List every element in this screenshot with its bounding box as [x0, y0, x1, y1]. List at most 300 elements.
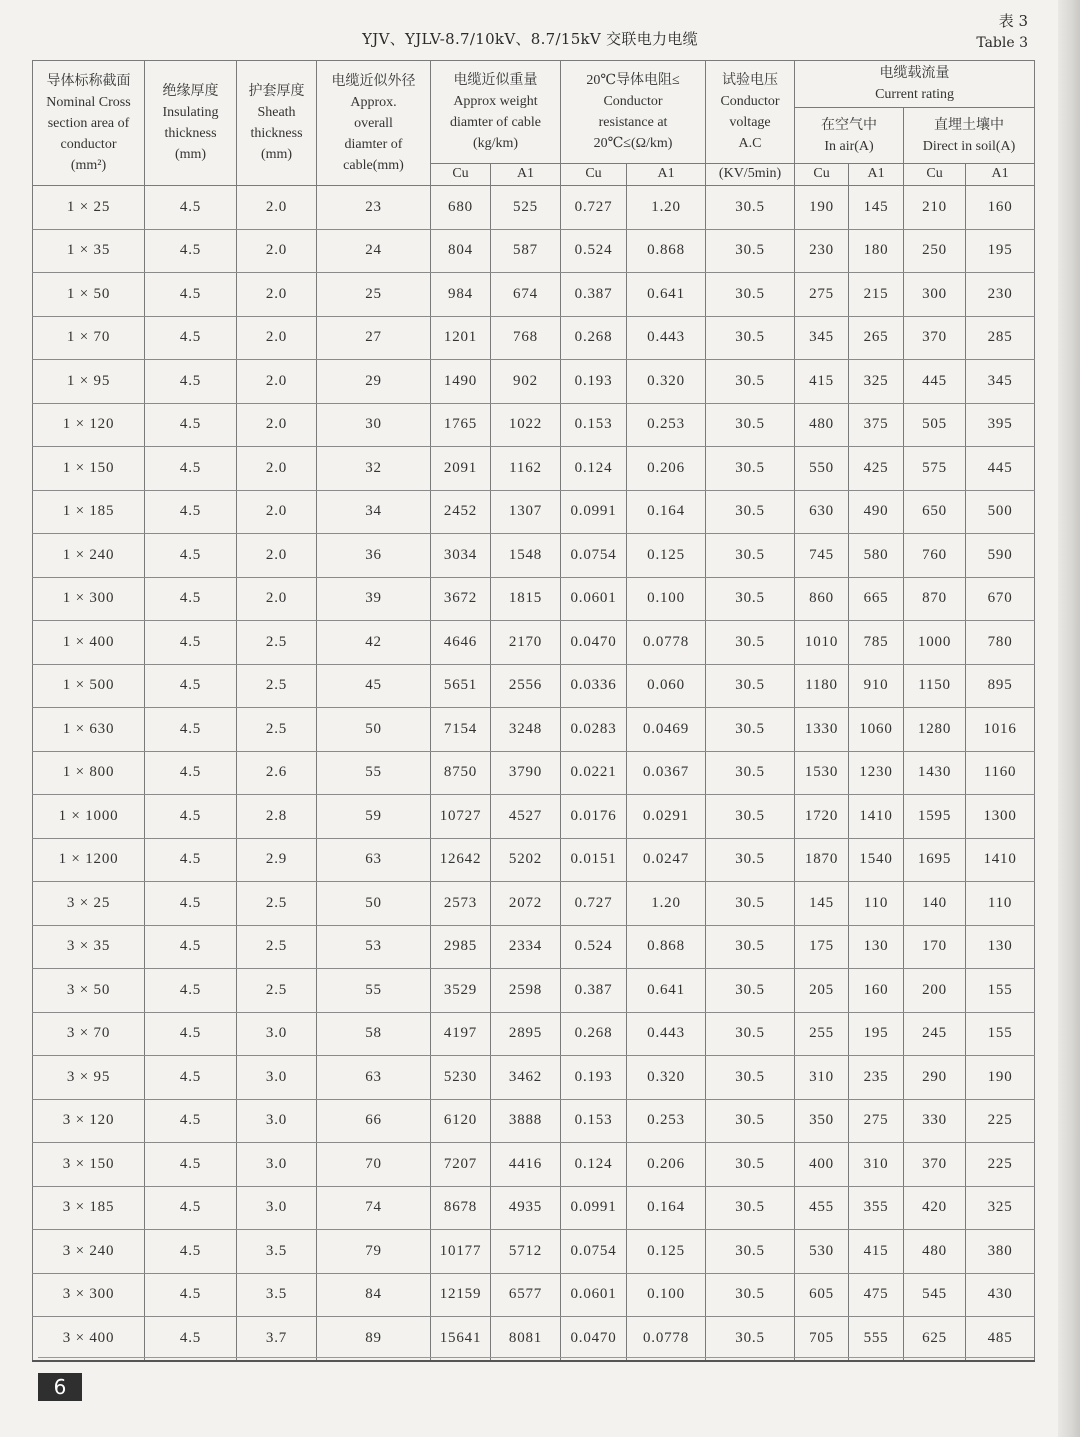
cell-sheath-thickness: 2.0 [237, 273, 317, 317]
cell-resistance-al: 0.868 [627, 229, 706, 273]
cell-conductor-size: 1 × 630 [33, 708, 145, 752]
cell-resistance-al: 0.0778 [627, 621, 706, 665]
header-insulating-en1: Insulating [162, 105, 219, 120]
cell-insulating-thickness: 4.5 [145, 1186, 237, 1230]
cell-conductor-size: 3 × 120 [33, 1099, 145, 1143]
cell-rating-air-cu: 175 [795, 925, 849, 969]
cell-rating-air-cu: 190 [795, 186, 849, 230]
cell-rating-soil-al: 195 [966, 229, 1035, 273]
cell-weight-al: 3888 [491, 1099, 561, 1143]
cell-sheath-thickness: 2.0 [237, 577, 317, 621]
table-row [33, 229, 1035, 273]
page-edge-shadow [1058, 0, 1080, 1437]
cell-insulating-thickness: 4.5 [145, 534, 237, 578]
cell-resistance-al: 0.206 [627, 447, 706, 491]
cell-rating-air-al: 195 [849, 1012, 904, 1056]
table-number-cn: 表 3 [998, 12, 1028, 30]
cell-overall-diameter: 58 [317, 1012, 431, 1056]
cell-rating-soil-al: 670 [966, 577, 1035, 621]
table-row [33, 186, 1035, 230]
cell-overall-diameter: 45 [317, 664, 431, 708]
header-rating-soil-en: Direct in soil(A) [922, 138, 1016, 154]
cell-sheath-thickness: 2.5 [237, 925, 317, 969]
cell-rating-soil-al: 230 [966, 273, 1035, 317]
cell-overall-diameter: 27 [317, 316, 431, 360]
header-weight-en1: Approx weight [453, 93, 538, 109]
cable-spec-table [32, 60, 1035, 1362]
header-resistance-cn: 20℃导体电阻≤ [586, 72, 680, 88]
cell-resistance-al: 0.100 [627, 577, 706, 621]
cell-conductor-size: 1 × 400 [33, 621, 145, 665]
header-conductor [33, 61, 145, 186]
table-row [33, 1056, 1035, 1100]
cell-test-voltage: 30.5 [706, 1273, 795, 1317]
cell-rating-air-al: 325 [849, 360, 904, 404]
cell-insulating-thickness: 4.5 [145, 447, 237, 491]
cell-rating-air-cu: 400 [795, 1143, 849, 1187]
cell-rating-soil-al: 160 [966, 186, 1035, 230]
cell-weight-cu: 12159 [431, 1273, 491, 1317]
cell-rating-soil-al: 1016 [966, 708, 1035, 752]
cell-test-voltage: 30.5 [706, 490, 795, 534]
cell-conductor-size: 3 × 70 [33, 1012, 145, 1056]
header-rating-air-cu: Cu [795, 163, 849, 185]
table-row [33, 534, 1035, 578]
cell-sheath-thickness: 3.5 [237, 1273, 317, 1317]
cell-weight-al: 2334 [491, 925, 561, 969]
header-rating-en: Current rating [875, 87, 955, 103]
cell-weight-cu: 10177 [431, 1230, 491, 1274]
cell-weight-cu: 12642 [431, 838, 491, 882]
cell-resistance-al: 0.0469 [627, 708, 706, 752]
cell-sheath-thickness: 2.5 [237, 882, 317, 926]
cell-weight-cu: 5651 [431, 664, 491, 708]
header-sheath-en1: Sheath [257, 105, 296, 120]
cell-resistance-cu: 0.0754 [561, 534, 627, 578]
cell-test-voltage: 30.5 [706, 621, 795, 665]
cell-overall-diameter: 74 [317, 1186, 431, 1230]
cell-sheath-thickness: 2.9 [237, 838, 317, 882]
cell-insulating-thickness: 4.5 [145, 621, 237, 665]
cell-resistance-al: 1.20 [627, 186, 706, 230]
cell-weight-al: 3248 [491, 708, 561, 752]
table-row [33, 1099, 1035, 1143]
cell-weight-cu: 8750 [431, 751, 491, 795]
cell-overall-diameter: 23 [317, 186, 431, 230]
cell-sheath-thickness: 3.7 [237, 1317, 317, 1361]
cell-test-voltage: 30.5 [706, 838, 795, 882]
cell-rating-air-cu: 480 [795, 403, 849, 447]
cell-sheath-thickness: 2.0 [237, 534, 317, 578]
header-voltage-unit: (KV/5min) [706, 163, 795, 185]
cell-resistance-al: 0.253 [627, 403, 706, 447]
cell-weight-al: 768 [491, 316, 561, 360]
header-rating [795, 61, 1035, 108]
cell-rating-soil-al: 590 [966, 534, 1035, 578]
table-row [33, 969, 1035, 1013]
cell-resistance-al: 1.20 [627, 882, 706, 926]
cell-test-voltage: 30.5 [706, 1012, 795, 1056]
cell-rating-soil-cu: 445 [904, 360, 966, 404]
cell-sheath-thickness: 3.0 [237, 1186, 317, 1230]
header-rating-soil-al: A1 [966, 163, 1035, 185]
cell-weight-al: 2170 [491, 621, 561, 665]
cell-resistance-al: 0.320 [627, 360, 706, 404]
cell-rating-air-al: 1230 [849, 751, 904, 795]
cell-weight-al: 4416 [491, 1143, 561, 1187]
cell-test-voltage: 30.5 [706, 1317, 795, 1361]
cell-weight-cu: 4646 [431, 621, 491, 665]
header-rating-air-al: A1 [849, 163, 904, 185]
cell-insulating-thickness: 4.5 [145, 925, 237, 969]
cell-rating-soil-al: 380 [966, 1230, 1035, 1274]
cell-rating-soil-al: 155 [966, 1012, 1035, 1056]
cell-overall-diameter: 30 [317, 403, 431, 447]
cell-rating-soil-cu: 505 [904, 403, 966, 447]
cell-rating-air-al: 785 [849, 621, 904, 665]
cell-overall-diameter: 66 [317, 1099, 431, 1143]
cell-rating-air-al: 235 [849, 1056, 904, 1100]
cell-rating-air-cu: 550 [795, 447, 849, 491]
cell-resistance-cu: 0.0991 [561, 490, 627, 534]
cell-overall-diameter: 55 [317, 751, 431, 795]
cell-sheath-thickness: 2.5 [237, 664, 317, 708]
cell-resistance-al: 0.125 [627, 1230, 706, 1274]
table-row [33, 403, 1035, 447]
cell-conductor-size: 1 × 25 [33, 186, 145, 230]
cell-test-voltage: 30.5 [706, 1143, 795, 1187]
cell-overall-diameter: 36 [317, 534, 431, 578]
header-weight-cu: Cu [431, 163, 491, 185]
table-row [33, 1186, 1035, 1230]
cell-resistance-cu: 0.387 [561, 969, 627, 1013]
cell-weight-al: 2072 [491, 882, 561, 926]
cell-resistance-al: 0.0367 [627, 751, 706, 795]
cell-resistance-cu: 0.0221 [561, 751, 627, 795]
cell-conductor-size: 1 × 800 [33, 751, 145, 795]
cell-overall-diameter: 53 [317, 925, 431, 969]
header-rating-air-cn: 在空气中 [821, 117, 878, 133]
cell-insulating-thickness: 4.5 [145, 969, 237, 1013]
cell-sheath-thickness: 2.5 [237, 969, 317, 1013]
cell-rating-air-al: 145 [849, 186, 904, 230]
cell-resistance-cu: 0.193 [561, 1056, 627, 1100]
cell-insulating-thickness: 4.5 [145, 708, 237, 752]
table-row [33, 316, 1035, 360]
cell-sheath-thickness: 3.0 [237, 1056, 317, 1100]
cell-overall-diameter: 34 [317, 490, 431, 534]
header-resistance-en2: resistance at [598, 114, 668, 130]
cell-overall-diameter: 32 [317, 447, 431, 491]
cell-resistance-cu: 0.524 [561, 229, 627, 273]
cell-resistance-cu: 0.0601 [561, 577, 627, 621]
cell-rating-air-al: 475 [849, 1273, 904, 1317]
cell-resistance-al: 0.641 [627, 969, 706, 1013]
cell-insulating-thickness: 4.5 [145, 882, 237, 926]
cell-rating-air-al: 130 [849, 925, 904, 969]
cell-overall-diameter: 50 [317, 882, 431, 926]
cell-rating-air-al: 180 [849, 229, 904, 273]
header-conductor-cn: 导体标称截面 [46, 73, 131, 89]
cell-sheath-thickness: 3.0 [237, 1099, 317, 1143]
cell-weight-cu: 680 [431, 186, 491, 230]
cell-rating-soil-al: 155 [966, 969, 1035, 1013]
cell-rating-air-al: 215 [849, 273, 904, 317]
cell-weight-al: 674 [491, 273, 561, 317]
cell-weight-cu: 3672 [431, 577, 491, 621]
cell-rating-air-cu: 275 [795, 273, 849, 317]
cell-overall-diameter: 63 [317, 838, 431, 882]
cell-insulating-thickness: 4.5 [145, 1317, 237, 1361]
cell-weight-al: 8081 [491, 1317, 561, 1361]
header-insulating-en2: thickness [164, 126, 217, 141]
cell-rating-soil-al: 1160 [966, 751, 1035, 795]
cell-rating-soil-cu: 1695 [904, 838, 966, 882]
cell-weight-cu: 3034 [431, 534, 491, 578]
header-weight-unit: (kg/km) [472, 135, 519, 151]
table-row [33, 1143, 1035, 1187]
header-rating-soil-cu: Cu [904, 163, 966, 185]
cell-resistance-al: 0.0778 [627, 1317, 706, 1361]
cell-weight-al: 902 [491, 360, 561, 404]
cell-rating-soil-al: 110 [966, 882, 1035, 926]
cell-rating-soil-al: 190 [966, 1056, 1035, 1100]
cell-sheath-thickness: 2.0 [237, 490, 317, 534]
cell-insulating-thickness: 4.5 [145, 360, 237, 404]
cell-insulating-thickness: 4.5 [145, 403, 237, 447]
page-title: YJV、YJLV-8.7/10kV、8.7/15kV 交联电力电缆 [362, 30, 698, 48]
header-rating-air-en: In air(A) [824, 138, 874, 154]
cell-resistance-al: 0.206 [627, 1143, 706, 1187]
cell-sheath-thickness: 2.5 [237, 621, 317, 665]
cell-rating-air-cu: 860 [795, 577, 849, 621]
cell-rating-air-al: 265 [849, 316, 904, 360]
cell-resistance-al: 0.060 [627, 664, 706, 708]
cell-rating-soil-cu: 480 [904, 1230, 966, 1274]
cell-resistance-al: 0.0291 [627, 795, 706, 839]
cell-rating-soil-al: 430 [966, 1273, 1035, 1317]
cell-rating-air-cu: 350 [795, 1099, 849, 1143]
cell-rating-soil-cu: 1150 [904, 664, 966, 708]
cell-overall-diameter: 50 [317, 708, 431, 752]
cell-conductor-size: 1 × 120 [33, 403, 145, 447]
cell-weight-cu: 10727 [431, 795, 491, 839]
cell-sheath-thickness: 2.5 [237, 708, 317, 752]
cell-resistance-cu: 0.0283 [561, 708, 627, 752]
cell-weight-cu: 804 [431, 229, 491, 273]
cell-sheath-thickness: 2.0 [237, 403, 317, 447]
cell-rating-air-al: 490 [849, 490, 904, 534]
table-row [33, 490, 1035, 534]
cell-insulating-thickness: 4.5 [145, 1230, 237, 1274]
cell-rating-air-cu: 310 [795, 1056, 849, 1100]
cell-rating-soil-cu: 370 [904, 1143, 966, 1187]
cell-resistance-al: 0.100 [627, 1273, 706, 1317]
cell-weight-cu: 1201 [431, 316, 491, 360]
cell-resistance-cu: 0.124 [561, 447, 627, 491]
cell-conductor-size: 3 × 95 [33, 1056, 145, 1100]
cell-rating-soil-al: 780 [966, 621, 1035, 665]
cell-weight-al: 1022 [491, 403, 561, 447]
table-row [33, 838, 1035, 882]
cell-resistance-al: 0.443 [627, 316, 706, 360]
cell-test-voltage: 30.5 [706, 186, 795, 230]
cell-resistance-cu: 0.0151 [561, 838, 627, 882]
header-conductor-en2: section area of [47, 115, 130, 131]
cell-weight-cu: 2573 [431, 882, 491, 926]
cell-weight-cu: 2985 [431, 925, 491, 969]
cell-overall-diameter: 63 [317, 1056, 431, 1100]
header-diameter-en2: overall [354, 115, 393, 131]
cell-resistance-al: 0.125 [627, 534, 706, 578]
header-voltage [706, 61, 795, 164]
cell-weight-cu: 5230 [431, 1056, 491, 1100]
header-rating-air [795, 108, 904, 164]
cell-insulating-thickness: 4.5 [145, 316, 237, 360]
cell-test-voltage: 30.5 [706, 229, 795, 273]
cell-test-voltage: 30.5 [706, 534, 795, 578]
cell-rating-air-al: 275 [849, 1099, 904, 1143]
cell-overall-diameter: 25 [317, 273, 431, 317]
cell-rating-air-al: 110 [849, 882, 904, 926]
cell-weight-cu: 7207 [431, 1143, 491, 1187]
header-diameter-cn: 电缆近似外径 [331, 73, 416, 89]
cell-rating-air-cu: 145 [795, 882, 849, 926]
header-diameter-en1: Approx. [350, 94, 397, 110]
header-sheath-en2: thickness [250, 126, 303, 141]
cell-weight-cu: 3529 [431, 969, 491, 1013]
cell-rating-soil-al: 285 [966, 316, 1035, 360]
cell-weight-al: 3462 [491, 1056, 561, 1100]
cell-resistance-al: 0.164 [627, 1186, 706, 1230]
cell-weight-al: 1162 [491, 447, 561, 491]
header-diameter-en3: diamter of [344, 136, 403, 152]
cell-conductor-size: 3 × 150 [33, 1143, 145, 1187]
cell-rating-soil-cu: 210 [904, 186, 966, 230]
cell-insulating-thickness: 4.5 [145, 838, 237, 882]
page-number: 6 [38, 1373, 82, 1401]
cell-weight-al: 5712 [491, 1230, 561, 1274]
cell-conductor-size: 1 × 300 [33, 577, 145, 621]
cell-rating-air-cu: 345 [795, 316, 849, 360]
cell-resistance-al: 0.164 [627, 490, 706, 534]
cell-rating-air-al: 1540 [849, 838, 904, 882]
cell-rating-soil-al: 1300 [966, 795, 1035, 839]
cell-rating-soil-al: 225 [966, 1143, 1035, 1187]
header-weight-al: A1 [491, 163, 561, 185]
cell-rating-air-al: 555 [849, 1317, 904, 1361]
cell-conductor-size: 1 × 500 [33, 664, 145, 708]
table-row [33, 925, 1035, 969]
cell-conductor-size: 3 × 240 [33, 1230, 145, 1274]
table-row [33, 577, 1035, 621]
header-conductor-en3: conductor [60, 136, 117, 152]
cell-resistance-al: 0.443 [627, 1012, 706, 1056]
cell-resistance-cu: 0.268 [561, 1012, 627, 1056]
table-body [33, 186, 1035, 1361]
cell-rating-air-cu: 745 [795, 534, 849, 578]
cell-conductor-size: 3 × 35 [33, 925, 145, 969]
cell-rating-air-al: 580 [849, 534, 904, 578]
cell-weight-cu: 6120 [431, 1099, 491, 1143]
header-insulating-cn: 绝缘厚度 [162, 84, 219, 99]
header-resistance-unit: 20℃≤(Ω/km) [593, 135, 673, 151]
cell-insulating-thickness: 4.5 [145, 1143, 237, 1187]
cell-rating-soil-cu: 170 [904, 925, 966, 969]
table-number-en: Table 3 [976, 35, 1028, 51]
cell-test-voltage: 30.5 [706, 316, 795, 360]
cell-rating-soil-al: 895 [966, 664, 1035, 708]
cell-resistance-cu: 0.524 [561, 925, 627, 969]
cell-insulating-thickness: 4.5 [145, 273, 237, 317]
header-weight [431, 61, 561, 164]
cell-sheath-thickness: 2.0 [237, 447, 317, 491]
cell-rating-air-cu: 1180 [795, 664, 849, 708]
cell-overall-diameter: 59 [317, 795, 431, 839]
cell-rating-soil-cu: 870 [904, 577, 966, 621]
cell-rating-air-cu: 1720 [795, 795, 849, 839]
header-diameter-unit: cable(mm) [343, 157, 404, 173]
cell-weight-al: 2895 [491, 1012, 561, 1056]
cell-rating-air-cu: 1530 [795, 751, 849, 795]
cell-resistance-cu: 0.0991 [561, 1186, 627, 1230]
cell-weight-al: 5202 [491, 838, 561, 882]
cell-weight-al: 4935 [491, 1186, 561, 1230]
cell-weight-al: 525 [491, 186, 561, 230]
cell-test-voltage: 30.5 [706, 708, 795, 752]
cell-rating-air-al: 910 [849, 664, 904, 708]
cell-rating-soil-cu: 290 [904, 1056, 966, 1100]
cell-rating-air-cu: 705 [795, 1317, 849, 1361]
cell-weight-al: 6577 [491, 1273, 561, 1317]
cell-rating-air-al: 415 [849, 1230, 904, 1274]
cell-rating-soil-al: 225 [966, 1099, 1035, 1143]
cell-conductor-size: 1 × 1000 [33, 795, 145, 839]
header-resistance [561, 61, 706, 164]
table-row [33, 751, 1035, 795]
cell-test-voltage: 30.5 [706, 925, 795, 969]
cell-insulating-thickness: 4.5 [145, 577, 237, 621]
header-insulating-unit: (mm) [174, 147, 207, 162]
cell-sheath-thickness: 3.5 [237, 1230, 317, 1274]
cell-rating-soil-cu: 1000 [904, 621, 966, 665]
cell-resistance-cu: 0.0176 [561, 795, 627, 839]
cell-weight-al: 1815 [491, 577, 561, 621]
cell-overall-diameter: 84 [317, 1273, 431, 1317]
cell-rating-air-cu: 630 [795, 490, 849, 534]
cell-rating-air-al: 1410 [849, 795, 904, 839]
cell-rating-air-cu: 605 [795, 1273, 849, 1317]
cell-test-voltage: 30.5 [706, 664, 795, 708]
cell-insulating-thickness: 4.5 [145, 229, 237, 273]
header-voltage-en1: Conductor [720, 93, 780, 109]
cell-weight-cu: 4197 [431, 1012, 491, 1056]
cell-insulating-thickness: 4.5 [145, 490, 237, 534]
cell-weight-cu: 984 [431, 273, 491, 317]
cell-conductor-size: 1 × 150 [33, 447, 145, 491]
header-resistance-en1: Conductor [603, 93, 663, 109]
cell-weight-cu: 1765 [431, 403, 491, 447]
cell-insulating-thickness: 4.5 [145, 664, 237, 708]
table-row [33, 708, 1035, 752]
table-row [33, 664, 1035, 708]
cell-overall-diameter: 39 [317, 577, 431, 621]
header-rating-soil-cn: 直埋土壤中 [934, 117, 1005, 133]
cell-sheath-thickness: 2.8 [237, 795, 317, 839]
cell-sheath-thickness: 3.0 [237, 1012, 317, 1056]
table-row [33, 882, 1035, 926]
cell-rating-soil-cu: 330 [904, 1099, 966, 1143]
